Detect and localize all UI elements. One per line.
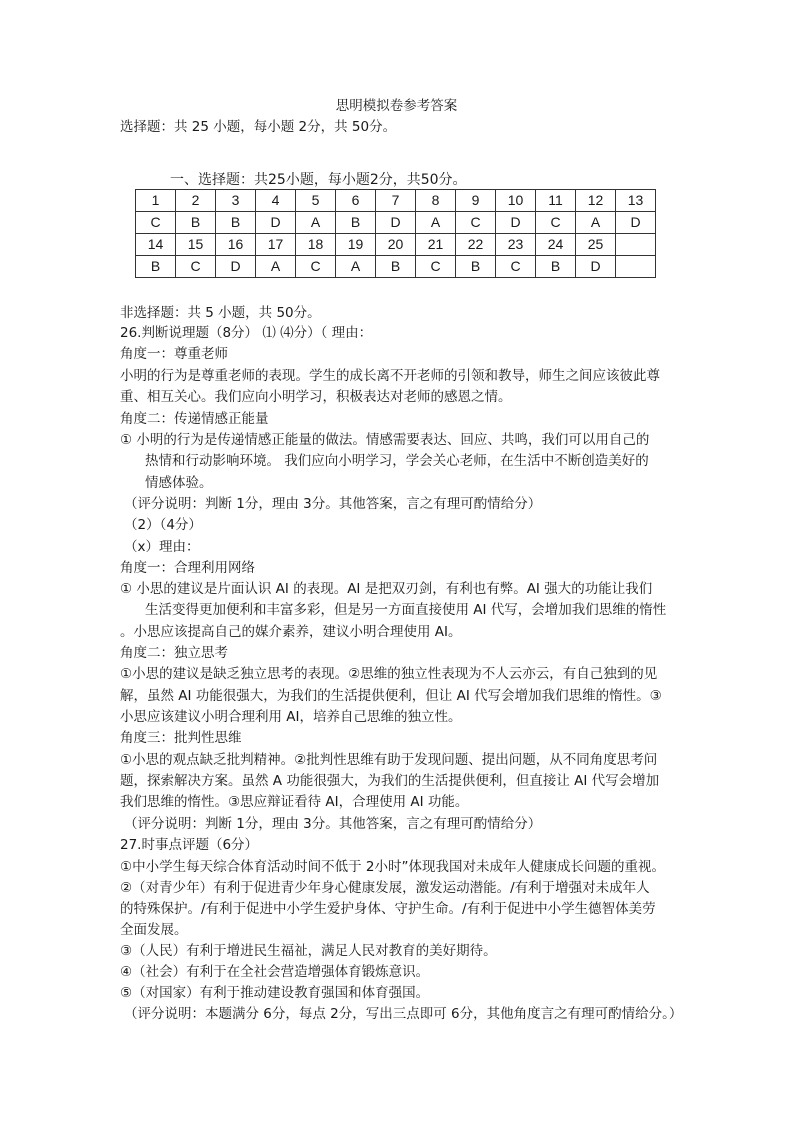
answer-text: ① 小思的建议是片面认识 AI 的表现。AI 是把双刃剑，有利也有弊。AI 强大的功能让我们 [120,581,653,597]
question-number-cell: 18 [296,234,336,256]
answer-cell: D [496,212,536,234]
answer-cell: B [216,212,256,234]
sub-question: （x）理由： [124,539,200,555]
answer-text: ④（社会）有利于在全社会营造增强体育锻炼意识。 [120,964,430,980]
question-number-cell: 5 [296,190,336,212]
question-number-cell: 16 [216,234,256,256]
answer-text: ①小思的建议是缺乏独立思考的表现。②思维的独立性表现为不人云亦云，有自己独到的见 [120,666,658,682]
answer-cell: D [216,256,256,278]
answer-text: ③（人民）有利于增进民生福祉，满足人民对教育的美好期待。 [120,943,497,959]
answer-cell: C [456,212,496,234]
question-number-cell: 23 [496,234,536,256]
answer-cell: C [536,212,576,234]
question-number-cell: 3 [216,190,256,212]
answer-cell: D [376,212,416,234]
angle-heading: 角度二：传递情感正能量 [120,411,269,427]
answer-cell: A [416,212,456,234]
answer-text: 解，虽然 AI 功能很强大，为我们的生活提供便利，但让 AI 代写会增加我们思维的惰性。③ [120,688,662,704]
answer-text: ①小思的观点缺乏批判精神。②批判性思维有助于发现问题、提出问题，从不同角度思考问 [120,752,658,768]
answer-cell: A [336,256,376,278]
answer-cell: B [456,256,496,278]
answer-cell: B [336,212,376,234]
answer-cell: B [536,256,576,278]
question-number-cell: 12 [576,190,616,212]
question-number-cell: 11 [536,190,576,212]
answer-text: 。小思应该提高自己的媒介素养，建议小明合理使用 AI。 [120,624,462,640]
answer-text: 情感体验。 [145,475,213,491]
answer-cell: B [376,256,416,278]
question-number-cell: 21 [416,234,456,256]
scoring-note: （评分说明：本题满分 6分，每点 2分，写出三点即可 6分，其他角度言之有理可酌情给分。） [124,1006,683,1022]
answer-text: 重、相互关心。我们应向小明学习，积极表达对老师的感恩之情。 [120,389,512,405]
question-number-cell: 8 [416,190,456,212]
question-number-cell: 2 [176,190,216,212]
answer-cell [616,256,656,278]
answer-text: 热情和行动影响环境。 我们应向小明学习，学会关心老师，在生活中不断创造美好的 [145,453,649,469]
choice-summary: 选择题：共 25 小题，每小题 2分，共 50分。 [120,119,397,135]
answer-cell: D [256,212,296,234]
answer-cell: A [576,212,616,234]
angle-heading: 角度一：尊重老师 [120,346,228,362]
table-row [136,212,656,234]
question-number-cell: 4 [256,190,296,212]
answer-text: 生活变得更加便利和丰富多彩，但是另一方面直接使用 AI 代写，会增加我们思维的惰性 [145,602,667,618]
question-heading: 26.判断说理题（8分） ⑴ ⑷分）（ 理由： [120,325,373,341]
answer-text: 小明的行为是尊重老师的表现。学生的成长离不开老师的引领和教导，师生之间应该彼此尊 [120,368,660,384]
answer-text: 全面发展。 [120,922,188,938]
answer-cell: C [416,256,456,278]
table-caption: 一、选择题：共25小题，每小题2分，共50分。 [170,172,467,188]
scoring-note: （评分说明：判断 1分，理由 3分。其他答案，言之有理可酌情给分） [124,496,542,512]
question-number-cell: 14 [136,234,176,256]
angle-heading: 角度二：独立思考 [120,645,228,661]
question-number-cell: 19 [336,234,376,256]
section-heading: 非选择题：共 5 小题，共 50分。 [120,305,321,321]
answer-text: ①中小学生每天综合体育活动时间不低于 2小时”体现我国对未成年人健康成长问题的重视。 [120,859,665,875]
answer-text: 的特殊保护。/有利于促进中小学生爱护身体、守护生命。/有利于促进中小学生德智体美劳 [120,901,656,917]
question-number-cell: 7 [376,190,416,212]
answer-text: ⑤（对国家）有利于推动建设教育强国和体育强国。 [120,985,430,1001]
angle-heading: 角度三：批判性思维 [120,730,242,746]
scoring-note: （评分说明：判断 1分，理由 3分。其他答案，言之有理可酌情给分） [124,816,542,832]
answer-text: 我们思维的惰性。③思应辩证看待 AI，合理使用 AI 功能。 [120,794,469,810]
angle-heading: 角度一：合理利用网络 [120,560,255,576]
answer-cell: C [176,256,216,278]
question-number-cell: 20 [376,234,416,256]
question-heading: 27.时事点评题（6分） [120,837,259,853]
question-number-cell: 24 [536,234,576,256]
sub-question: （2）（4分） [124,517,202,533]
answer-cell: C [496,256,536,278]
table-row [136,190,656,212]
question-number-cell: 6 [336,190,376,212]
answer-cell: C [136,212,176,234]
answer-text: 小思应该建议小明合理利用 AI，培养自己思维的独立性。 [120,709,462,725]
answer-cell: A [296,212,336,234]
answer-text: 题，探索解决方案。虽然 A 功能很强大，为我们的生活提供便利，但直接让 AI 代写会增加 [120,773,660,789]
question-number-cell: 17 [256,234,296,256]
answer-cell: C [296,256,336,278]
answer-text: ②（对青少年）有利于促进青少年身心健康发展，激发运动潜能。/有利于增强对未成年人 [120,880,650,896]
question-number-cell: 22 [456,234,496,256]
question-number-cell: 10 [496,190,536,212]
answer-cell: D [616,212,656,234]
answer-cell: B [136,256,176,278]
question-number-cell: 9 [456,190,496,212]
answer-cell: B [176,212,216,234]
question-number-cell: 1 [136,190,176,212]
question-number-cell: 25 [576,234,616,256]
answer-table [135,189,656,278]
table-row [136,234,656,256]
answer-text: ① 小明的行为是传递情感正能量的做法。情感需要表达、回应、共鸣，我们可以用自己的 [120,432,650,448]
answer-cell: D [576,256,616,278]
question-number-cell [616,234,656,256]
document-title: 思明模拟卷参考答案 [335,98,458,114]
question-number-cell: 15 [176,234,216,256]
answer-cell: A [256,256,296,278]
table-row [136,256,656,278]
question-number-cell: 13 [616,190,656,212]
